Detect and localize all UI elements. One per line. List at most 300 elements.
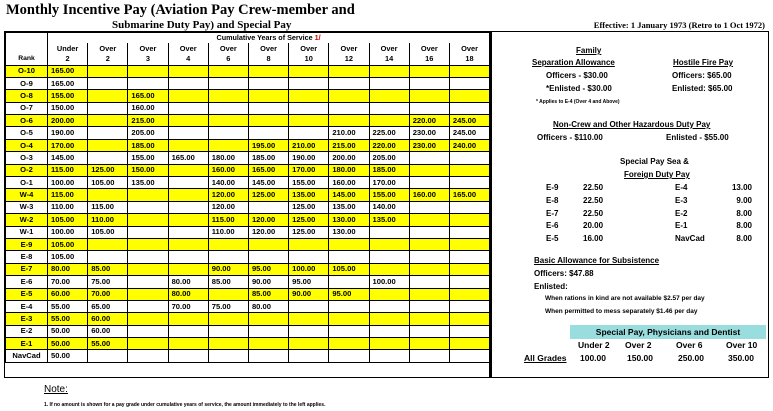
pay-cell xyxy=(128,325,168,337)
pay-cell xyxy=(248,115,288,127)
pay-cell: 135.00 xyxy=(329,201,369,213)
sea-amount: 8.00 xyxy=(736,221,752,231)
pay-cell xyxy=(289,238,329,250)
pay-cell: 55.00 xyxy=(48,300,88,312)
pay-cell: 100.00 xyxy=(289,263,329,275)
pay-cell xyxy=(369,115,409,127)
pay-cell xyxy=(208,325,248,337)
pay-cell xyxy=(168,313,208,325)
pay-cell xyxy=(168,115,208,127)
pay-cell xyxy=(128,263,168,275)
non-crew-enlisted: Enlisted - $55.00 xyxy=(666,133,729,142)
pay-cell xyxy=(409,226,449,238)
pay-cell xyxy=(128,350,168,362)
pay-cell: 170.00 xyxy=(48,139,88,151)
pay-cell xyxy=(409,325,449,337)
pay-cell xyxy=(409,288,449,300)
pay-cell xyxy=(208,350,248,362)
pay-cell: 70.00 xyxy=(48,276,88,288)
pay-cell xyxy=(289,90,329,102)
rank-cell: O-2 xyxy=(6,164,48,176)
pay-cell: 190.00 xyxy=(289,152,329,164)
pay-cell: 120.00 xyxy=(248,214,288,226)
rank-cell: W-3 xyxy=(6,201,48,213)
pay-cell: 220.00 xyxy=(369,139,409,151)
pay-cell xyxy=(168,251,208,263)
pay-cell: 95.00 xyxy=(248,263,288,275)
pay-cell xyxy=(409,152,449,164)
physicians-value: 350.00 xyxy=(728,353,754,363)
column-header-bottom: 6 xyxy=(208,54,248,65)
pay-cell: 210.00 xyxy=(289,139,329,151)
pay-cell: 50.00 xyxy=(48,325,88,337)
pay-cell xyxy=(168,238,208,250)
pay-cell xyxy=(248,350,288,362)
pay-cell: 165.00 xyxy=(48,65,88,77)
pay-cell xyxy=(369,251,409,263)
pay-cell xyxy=(289,127,329,139)
pay-cell: 205.00 xyxy=(369,152,409,164)
table-row xyxy=(6,115,490,127)
pay-cell xyxy=(128,238,168,250)
pay-cell xyxy=(168,65,208,77)
pay-cell xyxy=(369,263,409,275)
pay-cell xyxy=(329,325,369,337)
pay-cell xyxy=(208,102,248,114)
table-row xyxy=(6,214,490,226)
pay-cell xyxy=(128,251,168,263)
pay-cell xyxy=(449,338,489,350)
pay-cell: 165.00 xyxy=(168,152,208,164)
pay-cell xyxy=(409,238,449,250)
pay-cell xyxy=(168,177,208,189)
pay-cell xyxy=(369,325,409,337)
pay-cell xyxy=(449,77,489,89)
pay-cell xyxy=(369,350,409,362)
pay-cell xyxy=(128,65,168,77)
column-header-top: Over xyxy=(128,43,168,54)
pay-cell xyxy=(409,65,449,77)
column-header-bottom: 2 xyxy=(48,54,88,65)
rank-cell: E-7 xyxy=(6,263,48,275)
pay-cell: 110.00 xyxy=(208,226,248,238)
physicians-column-header: Over 10 xyxy=(726,340,758,350)
pay-cell xyxy=(329,90,369,102)
pay-cell xyxy=(208,251,248,263)
pay-cell xyxy=(409,102,449,114)
pay-cell xyxy=(168,338,208,350)
pay-cell: 225.00 xyxy=(369,127,409,139)
physicians-column-header: Over 2 xyxy=(625,340,652,350)
pay-cell: 120.00 xyxy=(248,226,288,238)
pay-cell: 125.00 xyxy=(289,201,329,213)
pay-cell: 115.00 xyxy=(48,189,88,201)
pay-cell xyxy=(88,102,128,114)
pay-cell xyxy=(128,201,168,213)
pay-cell xyxy=(369,226,409,238)
pay-cell xyxy=(168,350,208,362)
pay-cell: 155.00 xyxy=(128,152,168,164)
rank-cell: E-4 xyxy=(6,300,48,312)
family-sep-heading-2: Separation Allowance xyxy=(532,58,615,67)
pay-cell: 60.00 xyxy=(88,313,128,325)
pay-cell xyxy=(329,65,369,77)
pay-cell xyxy=(409,90,449,102)
pay-cell xyxy=(208,288,248,300)
pay-cell xyxy=(248,201,288,213)
table-row xyxy=(6,127,490,139)
rank-cell: O-6 xyxy=(6,115,48,127)
table-caption: Cumulative Years of Service 1/ xyxy=(48,33,490,44)
pay-cell: 80.00 xyxy=(48,263,88,275)
pay-cell xyxy=(168,214,208,226)
pay-cell xyxy=(409,276,449,288)
sea-foreign-heading: Special Pay Sea & xyxy=(620,157,689,166)
pay-cell xyxy=(248,102,288,114)
pay-cell xyxy=(289,102,329,114)
pay-cell: 125.00 xyxy=(248,189,288,201)
family-sep-note: * Applies to E-4 (Over 4 and Above) xyxy=(536,99,620,105)
pay-cell xyxy=(369,313,409,325)
pay-cell: 135.00 xyxy=(289,189,329,201)
rank-cell: O-3 xyxy=(6,152,48,164)
pay-cell xyxy=(409,251,449,263)
pay-cell xyxy=(449,276,489,288)
column-header-bottom: 12 xyxy=(329,54,369,65)
pay-cell: 90.00 xyxy=(289,288,329,300)
table-row xyxy=(6,90,490,102)
pay-cell xyxy=(208,127,248,139)
pay-cell xyxy=(409,300,449,312)
pay-cell: 190.00 xyxy=(48,127,88,139)
pay-cell: 80.00 xyxy=(168,276,208,288)
column-header-bottom: 16 xyxy=(409,54,449,65)
pay-cell: 135.00 xyxy=(369,214,409,226)
pay-cell xyxy=(88,238,128,250)
pay-cell xyxy=(88,90,128,102)
pay-cell: 200.00 xyxy=(48,115,88,127)
pay-cell: 130.00 xyxy=(329,214,369,226)
rank-cell: O-4 xyxy=(6,139,48,151)
pay-cell: 85.00 xyxy=(208,276,248,288)
physicians-value: 150.00 xyxy=(627,353,653,363)
pay-cell: 115.00 xyxy=(88,201,128,213)
pay-cell: 160.00 xyxy=(128,102,168,114)
subsistence-heading: Basic Allowance for Subsistence xyxy=(534,256,660,265)
pay-cell xyxy=(329,338,369,350)
subsistence-enlisted: Enlisted: xyxy=(534,282,568,291)
subsistence-mess-line: When permitted to mess separately $1.46 per day xyxy=(545,308,698,315)
table-row xyxy=(6,189,490,201)
pay-cell: 125.00 xyxy=(289,214,329,226)
rank-cell: E-2 xyxy=(6,325,48,337)
sea-grade: E-5 xyxy=(546,234,559,244)
pay-cell xyxy=(248,127,288,139)
pay-cell xyxy=(449,226,489,238)
pay-cell: 140.00 xyxy=(369,201,409,213)
rank-cell: O-10 xyxy=(6,65,48,77)
page-title: Monthly Incentive Pay (Aviation Pay Crew-member and xyxy=(6,2,355,18)
pay-cell xyxy=(88,77,128,89)
column-header-top: Over xyxy=(289,43,329,54)
pay-cell: 165.00 xyxy=(128,90,168,102)
pay-cell xyxy=(329,276,369,288)
pay-cell: 105.00 xyxy=(48,251,88,263)
column-header-top: Over xyxy=(208,43,248,54)
pay-cell: 165.00 xyxy=(48,77,88,89)
pay-cell: 150.00 xyxy=(48,102,88,114)
pay-cell xyxy=(329,251,369,263)
pay-cell: 245.00 xyxy=(449,115,489,127)
sea-amount: 8.00 xyxy=(736,234,752,244)
column-header-top: Over xyxy=(369,43,409,54)
pay-cell xyxy=(449,251,489,263)
pay-cell: 100.00 xyxy=(48,177,88,189)
pay-cell xyxy=(449,90,489,102)
incentive-pay-table xyxy=(5,32,490,363)
rank-header-spacer xyxy=(6,43,48,54)
column-header-top: Over xyxy=(88,43,128,54)
pay-cell xyxy=(128,288,168,300)
table-row xyxy=(6,325,490,337)
pay-cell xyxy=(289,313,329,325)
sea-amount: 16.00 xyxy=(583,234,604,244)
pay-cell: 150.00 xyxy=(128,164,168,176)
column-header-top: Over xyxy=(168,43,208,54)
pay-cell xyxy=(369,77,409,89)
pay-cell xyxy=(168,127,208,139)
header-row xyxy=(6,43,490,54)
pay-cell xyxy=(88,189,128,201)
pay-cell xyxy=(409,313,449,325)
sea-amount: 8.00 xyxy=(736,208,752,218)
table-row xyxy=(6,201,490,213)
physicians-value: 100.00 xyxy=(580,353,606,363)
column-header-bottom: 2 xyxy=(88,54,128,65)
pay-cell: 70.00 xyxy=(168,300,208,312)
pay-cell xyxy=(248,325,288,337)
pay-cell: 65.00 xyxy=(88,300,128,312)
physicians-column-header: Over 6 xyxy=(676,340,703,350)
pay-cell: 105.00 xyxy=(88,177,128,189)
table-row xyxy=(6,102,490,114)
pay-cell: 105.00 xyxy=(48,238,88,250)
pay-cell: 145.00 xyxy=(248,177,288,189)
column-header-top: Over xyxy=(449,43,489,54)
sea-grade: E-7 xyxy=(546,208,559,218)
pay-cell xyxy=(289,350,329,362)
pay-cell: 125.00 xyxy=(88,164,128,176)
rank-cell: O-8 xyxy=(6,90,48,102)
pay-cell: 130.00 xyxy=(329,226,369,238)
pay-cell xyxy=(289,77,329,89)
rank-cell: O-9 xyxy=(6,77,48,89)
pay-cell: 80.00 xyxy=(168,288,208,300)
table-corner xyxy=(6,33,48,44)
sea-grade: E-4 xyxy=(675,183,688,192)
pay-cell: 50.00 xyxy=(48,350,88,362)
family-sep-heading: Family xyxy=(576,46,602,55)
sea-grade: E-1 xyxy=(675,221,688,231)
pay-cell: 200.00 xyxy=(329,152,369,164)
pay-cell: 70.00 xyxy=(88,288,128,300)
sea-amount: 22.50 xyxy=(583,183,604,192)
table-row xyxy=(6,288,490,300)
pay-cell: 125.00 xyxy=(289,226,329,238)
rank-cell: E-6 xyxy=(6,276,48,288)
rank-cell: W-4 xyxy=(6,189,48,201)
hostile-fire-heading: Hostile Fire Pay xyxy=(673,58,734,67)
pay-cell xyxy=(248,238,288,250)
pay-cell: 240.00 xyxy=(449,139,489,151)
pay-cell xyxy=(449,313,489,325)
pay-cell: 245.00 xyxy=(449,127,489,139)
rank-cell: E-1 xyxy=(6,338,48,350)
pay-cell xyxy=(289,115,329,127)
rank-cell: NavCad xyxy=(6,350,48,362)
pay-cell: 55.00 xyxy=(88,338,128,350)
table-row xyxy=(6,300,490,312)
pay-cell xyxy=(449,263,489,275)
pay-cell: 120.00 xyxy=(208,189,248,201)
family-sep-enlisted: *Enlisted - $30.00 xyxy=(546,84,612,93)
pay-cell xyxy=(369,102,409,114)
pay-cell: 165.00 xyxy=(449,189,489,201)
pay-cell xyxy=(128,214,168,226)
sea-amount: 22.50 xyxy=(583,195,604,205)
pay-cell xyxy=(128,300,168,312)
pay-cell xyxy=(289,251,329,263)
sea-grade: E-2 xyxy=(675,208,688,218)
pay-cell xyxy=(88,127,128,139)
pay-cell xyxy=(88,350,128,362)
physicians-heading: Special Pay, Physicians and Dentist xyxy=(570,325,766,339)
page-subtitle: Submarine Duty Pay) and Special Pay xyxy=(112,19,292,31)
pay-cell xyxy=(88,65,128,77)
physicians-column-header: Under 2 xyxy=(578,340,610,350)
pay-cell: 155.00 xyxy=(48,90,88,102)
table-row xyxy=(6,350,490,362)
pay-cell xyxy=(289,338,329,350)
column-header-bottom: 8 xyxy=(248,54,288,65)
pay-cell xyxy=(208,77,248,89)
pay-cell xyxy=(369,288,409,300)
pay-cell xyxy=(168,77,208,89)
sea-amount: 22.50 xyxy=(583,208,604,218)
pay-cell xyxy=(248,77,288,89)
pay-cell xyxy=(168,102,208,114)
pay-cell xyxy=(208,115,248,127)
table-row xyxy=(6,251,490,263)
pay-cell: 185.00 xyxy=(369,164,409,176)
column-header-top: Over xyxy=(409,43,449,54)
subsistence-officers: Officers: $47.88 xyxy=(534,269,594,278)
pay-cell: 55.00 xyxy=(48,313,88,325)
pay-cell xyxy=(168,201,208,213)
pay-cell: 95.00 xyxy=(289,276,329,288)
table-row xyxy=(6,177,490,189)
rank-header: Rank xyxy=(6,54,48,65)
table-row xyxy=(6,276,490,288)
pay-cell xyxy=(369,300,409,312)
pay-cell: 115.00 xyxy=(48,164,88,176)
pay-cell: 215.00 xyxy=(128,115,168,127)
pay-cell xyxy=(289,325,329,337)
pay-cell: 85.00 xyxy=(248,288,288,300)
pay-cell: 160.00 xyxy=(409,189,449,201)
pay-cell xyxy=(409,263,449,275)
pay-cell xyxy=(409,177,449,189)
pay-cell: 105.00 xyxy=(88,226,128,238)
sea-grade: E-9 xyxy=(546,183,559,192)
table-row xyxy=(6,263,490,275)
non-crew-heading: Non-Crew and Other Hazardous Duty Pay xyxy=(553,120,711,129)
pay-cell xyxy=(128,77,168,89)
pay-cell: 165.00 xyxy=(248,164,288,176)
pay-cell xyxy=(329,300,369,312)
pay-cell xyxy=(168,325,208,337)
pay-cell: 145.00 xyxy=(329,189,369,201)
pay-cell xyxy=(409,201,449,213)
effective-date: Effective: 1 January 1973 (Retro to 1 Oct 1972) xyxy=(593,20,765,30)
pay-cell xyxy=(409,350,449,362)
rank-cell: O-5 xyxy=(6,127,48,139)
pay-cell: 170.00 xyxy=(289,164,329,176)
pay-cell: 185.00 xyxy=(128,139,168,151)
pay-cell: 160.00 xyxy=(208,164,248,176)
sea-amount: 20.00 xyxy=(583,221,604,231)
pay-cell: 220.00 xyxy=(409,115,449,127)
table-row xyxy=(6,139,490,151)
pay-cell xyxy=(128,226,168,238)
pay-cell xyxy=(409,214,449,226)
hostile-fire-officers: Officers: $65.00 xyxy=(672,71,732,80)
pay-cell: 180.00 xyxy=(208,152,248,164)
physicians-row-label: All Grades xyxy=(524,353,567,363)
pay-cell: 100.00 xyxy=(48,226,88,238)
pay-cell xyxy=(369,90,409,102)
pay-cell: 100.00 xyxy=(369,276,409,288)
pay-cell: 95.00 xyxy=(329,288,369,300)
pay-cell xyxy=(329,77,369,89)
pay-cell xyxy=(88,251,128,263)
pay-cell xyxy=(128,338,168,350)
sea-grade: E-3 xyxy=(675,195,688,205)
pay-cell xyxy=(248,65,288,77)
pay-cell xyxy=(208,139,248,151)
rank-cell: O-7 xyxy=(6,102,48,114)
pay-cell: 230.00 xyxy=(409,139,449,151)
column-header-top: Over xyxy=(248,43,288,54)
pay-cell: 205.00 xyxy=(128,127,168,139)
pay-cell: 210.00 xyxy=(329,127,369,139)
rank-cell: E-3 xyxy=(6,313,48,325)
pay-cell xyxy=(329,350,369,362)
pay-cell xyxy=(449,201,489,213)
pay-cell xyxy=(329,238,369,250)
pay-cell: 120.00 xyxy=(208,201,248,213)
subsistence-rations-line: When rations in kind are not available $2.57 per day xyxy=(545,295,705,302)
pay-cell: 85.00 xyxy=(88,263,128,275)
pay-cell: 180.00 xyxy=(329,164,369,176)
sea-amount: 9.00 xyxy=(736,195,752,205)
pay-cell xyxy=(369,65,409,77)
pay-cell xyxy=(449,288,489,300)
pay-cell: 155.00 xyxy=(369,189,409,201)
table-row xyxy=(6,152,490,164)
pay-cell xyxy=(449,152,489,164)
sea-grade: E-6 xyxy=(546,221,559,231)
